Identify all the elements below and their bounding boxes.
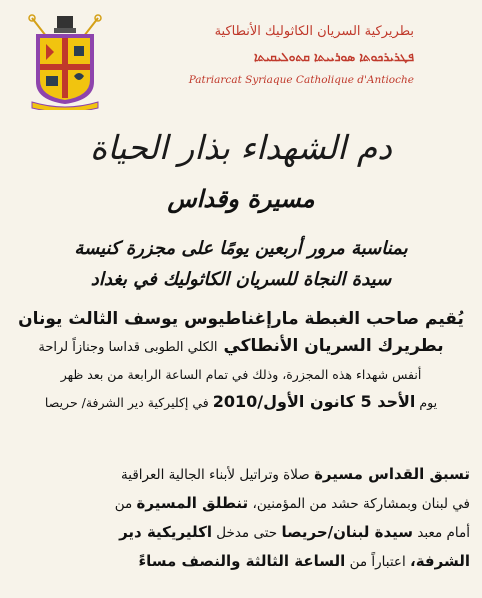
procession-line-2 [12, 489, 470, 518]
invitation-date: الأحد 5 كانون الأول/2010 [212, 392, 416, 411]
invitation-location: في إكليركية دير الشرفة/ حريصا [44, 395, 209, 410]
invitation-day-prefix: يوم [419, 395, 438, 410]
procession-line-2-bold: تنطلق المسيرة [136, 494, 249, 512]
org-name-syriac: ܦܛܪܝܪܟܘܬܐ ܣܘܪܝܝܬܐ ܩܬܘܠܝܩܝܬܐ [253, 50, 414, 64]
occasion-line-1: بمناسبة مرور أربعين يومًا على مجزرة كنيسة [74, 238, 408, 259]
procession-line-3-bold-2: اكليريكية دير [119, 523, 212, 541]
procession-line-2-post: من [114, 496, 133, 512]
procession-line-4-bold-1: الشرفة، [410, 552, 470, 570]
invitation-line-2-rest: الكلي الطوبى قداسا وجنازاً لراحة [38, 340, 218, 355]
procession-line-2-pre: في لبنان وبمشاركة حشد من المؤمنين، [252, 496, 470, 512]
procession-line-1-rest: صلاة وتراتيل لأبناء الجالية العراقية [121, 467, 310, 483]
sub-title: مسيرة وقداس [167, 184, 315, 213]
occasion-line-2: سيدة النجاة للسريان الكاثوليك في بغداد [90, 269, 392, 290]
procession-line-3-pre: أمام معبد [417, 525, 470, 541]
procession-line-1-bold: تسبق القداس مسيرة [314, 465, 470, 483]
procession-line-4-mid: اعتباراً من [349, 554, 406, 570]
procession-line-1 [12, 460, 470, 489]
procession-line-4-bold-2: الساعة الثالثة والنصف مساءً [138, 552, 346, 570]
procession-line-4 [12, 547, 470, 576]
main-title: دم الشهداء بذار الحياة [90, 128, 392, 167]
invitation-line-1: يُقيم صاحب الغبطة مارإغناطيوس يوسف الثالث يونان [18, 309, 464, 329]
occasion-text [20, 233, 462, 295]
procession-line-3 [12, 518, 470, 547]
invitation-text [18, 306, 464, 416]
org-name-french: Patriarcat Syriaque Catholique d'Antioche [188, 74, 414, 86]
procession-line-3-bold-1: سيدة لبنان/حريصا [281, 523, 414, 541]
procession-line-3-mid: حتى مدخل [216, 525, 278, 541]
procession-text [12, 460, 470, 576]
invitation-patriarch-title: بطريرك السريان الأنطاكي [223, 336, 444, 356]
org-name-arabic: بطريركية السريان الكاثوليك الأنطاكية [214, 24, 414, 39]
patriarchate-emblem-icon [24, 12, 106, 110]
invitation-line-2 [18, 333, 464, 361]
invitation-line-4 [18, 388, 464, 416]
invitation-line-3: أنفس شهداء هذه المجزرة، وذلك في تمام الساعة الرابعة من بعد ظهر [60, 367, 422, 382]
